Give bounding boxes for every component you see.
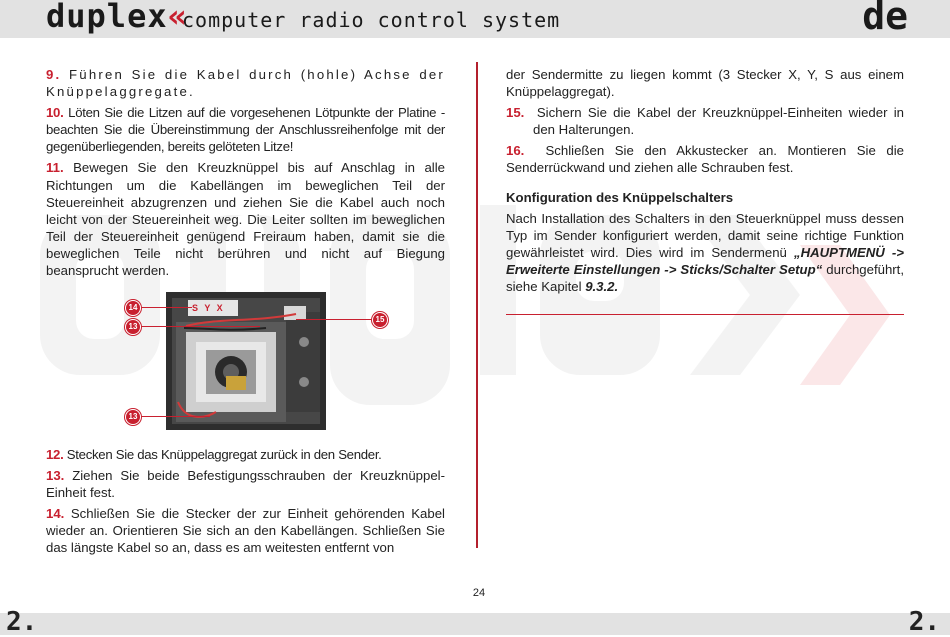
duplex-logo	[46, 0, 181, 35]
header-tagline: computer radio control system	[182, 8, 561, 32]
chapter-ref: 9.3.2.	[585, 279, 619, 295]
callout-13-top: 13	[125, 319, 141, 335]
step-number: 13.	[46, 468, 65, 484]
right-column	[506, 66, 904, 299]
step-text: Schließen Sie die Stecker der zur Einheit gehörenden Kabel wieder an. Orientieren Sie sich an den Kabellängen. Schließen Sie das längste Kabel so an, dass es am weitesten entfernt von	[46, 506, 445, 556]
section-underline	[506, 314, 904, 315]
step-number: 16.	[506, 143, 525, 159]
step-text: Bewegen Sie den Kreuzknüppel bis auf Anschlag in alle Richtungen um die Kabellängen im beweglichen Teil der Steuereinheit abzugrenzen und ziehen Sie die Kabel auch noch leicht von der Steuereinheit weg. Die Leiter sollten im beweglichen Teil der Steuereinheit genügend Freiraum haben, damit sie die beweglichen Teile nicht berühren und nicht auf Biegung beansprucht werden.	[46, 160, 445, 279]
step-text: Löten Sie die Litzen auf die vorgesehenen Lötpunkte der Platine - beachten Sie die Übereinstimmung der Anschlussreihenfolge mit der gegenüberliegenden, bereits gelöteten Litze!	[46, 105, 445, 155]
left-column-bottom	[46, 446, 445, 561]
step-number: 12.	[46, 447, 64, 462]
callout-15: 15	[372, 312, 388, 328]
stick-unit-photo	[166, 292, 326, 430]
logo-chevrons-icon: «	[167, 0, 181, 35]
logo-text: duplex	[46, 0, 168, 35]
step-16	[506, 142, 904, 176]
step-14	[46, 505, 445, 556]
page-footer	[0, 607, 950, 637]
left-column-top	[46, 66, 445, 283]
callout-line	[140, 326, 260, 327]
footer-section-right: 2.	[908, 607, 940, 637]
step-number: 9.	[46, 67, 62, 82]
step-15	[506, 104, 904, 138]
language-code: de	[862, 0, 908, 38]
callout-13-bottom: 13	[125, 409, 141, 425]
config-paragraph	[506, 210, 904, 295]
step-text: Sichern Sie die Kabel der Kreuzknüppel-Einheiten wieder in den Halterungen.	[533, 105, 905, 138]
plug-labels: S Y X	[192, 303, 225, 313]
page-header	[0, 0, 950, 38]
step-9	[46, 66, 445, 100]
step-11	[46, 159, 445, 279]
section-heading: Konfiguration des Knüppelschalters	[506, 189, 734, 205]
step-number: 11.	[46, 160, 64, 176]
step-text: Stecken Sie das Knüppelaggregat zurück in den Sender.	[63, 447, 382, 462]
step-number: 14.	[46, 506, 65, 522]
step-number: 10.	[46, 105, 64, 121]
step-10	[46, 104, 445, 155]
step-number: 15.	[506, 105, 525, 121]
callout-line	[296, 319, 372, 320]
menu-path: „HAUPTMENÜ -> Erweiterte Einstellungen -> Sticks/Schalter Setup“	[506, 244, 904, 277]
footer-section-left: 2.	[6, 607, 38, 637]
step-text: Ziehen Sie beide Befestigungsschrauben der Kreuzknüppel-Einheit fest.	[46, 468, 445, 501]
step-13	[46, 467, 445, 501]
callout-line	[140, 307, 192, 308]
page-number: 24	[472, 587, 486, 599]
step-14-continued: der Sendermitte zu liegen kommt (3 Stecker X, Y, S aus einem Knüppelaggregat).	[506, 67, 904, 100]
config-text-b: durchgeführt, siehe Kapitel	[506, 261, 904, 295]
callout-line	[140, 416, 210, 417]
callout-14: 14	[125, 300, 141, 316]
column-divider	[476, 62, 478, 548]
step-text: Führen Sie die Kabel durch (hohle) Achse der Knüppelaggregate.	[46, 67, 445, 100]
step-text: Schließen Sie den Akkustecker an. Montieren Sie die Senderrückwand und ziehen alle Schrauben fest.	[506, 143, 904, 176]
config-text-a: Nach Installation des Schalters in den Steuerknüppel muss dessen Typ im Sender konfiguriert werden, damit seine richtige Funktion gewährleistet wird. Dies wird im Sendermenü	[506, 210, 904, 260]
step-12	[46, 446, 445, 463]
